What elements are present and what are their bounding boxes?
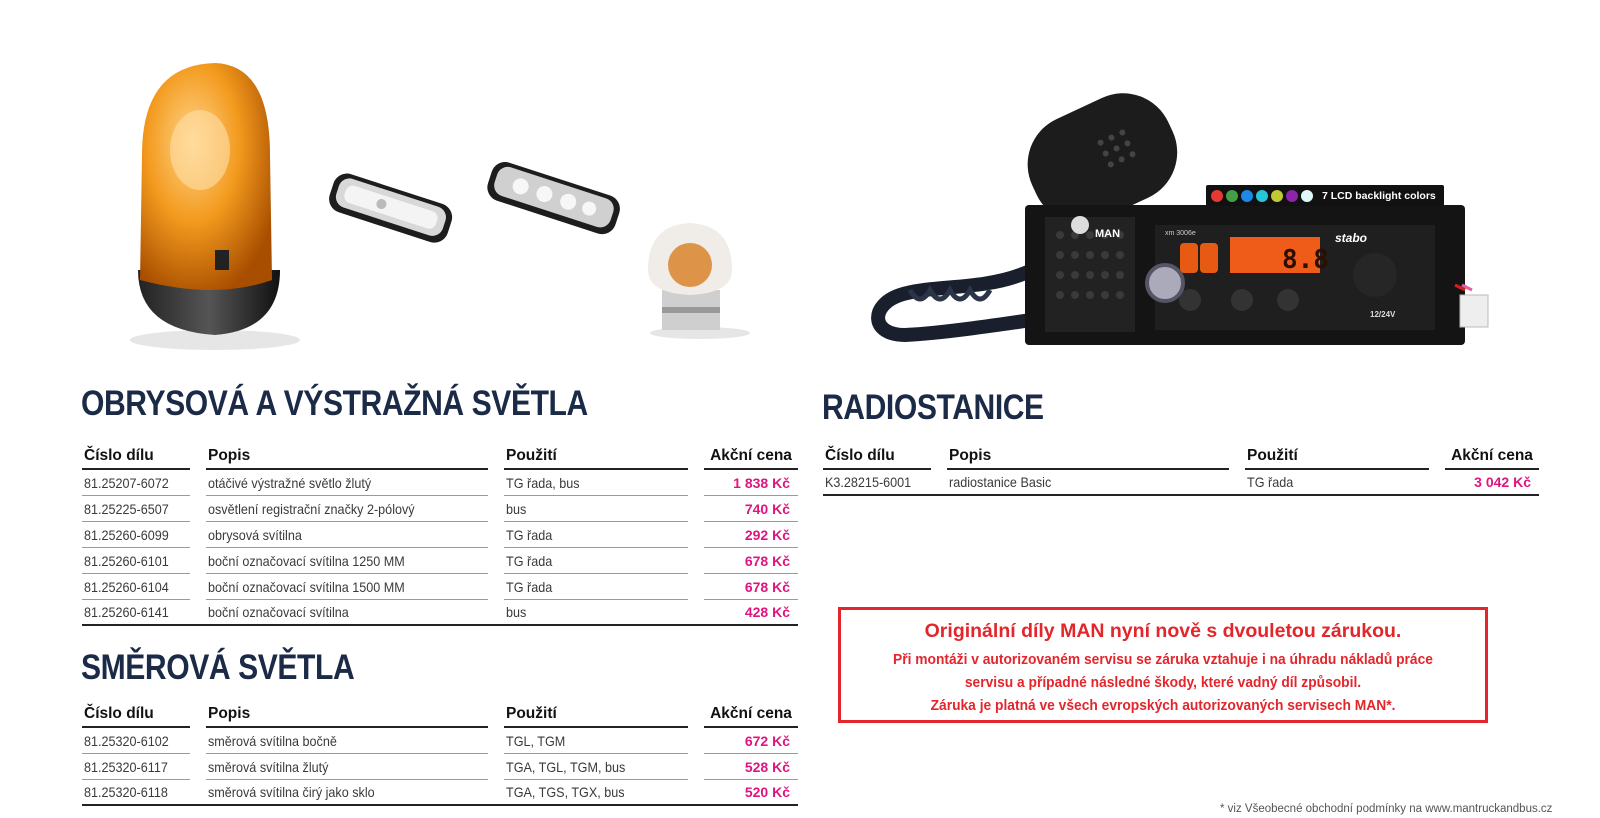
- cell-price: 1 838 Kč: [704, 470, 798, 496]
- column-gap: [488, 702, 504, 728]
- cell-text: TGA, TGS, TGX, bus: [506, 784, 625, 800]
- cell-use: [504, 548, 688, 574]
- cell-use: [504, 574, 688, 600]
- column-gap: [190, 574, 206, 600]
- column-gap: [931, 444, 947, 470]
- column-gap: [688, 470, 704, 496]
- lcd-digits-text: 8.8: [1282, 245, 1329, 275]
- backlight-color-dot: [1256, 190, 1268, 202]
- column-gap: [190, 600, 206, 626]
- column-header-use: Použití: [504, 702, 688, 728]
- cell-text: boční označovací svítilna 1500 MM: [208, 578, 405, 595]
- cell-desc: [206, 522, 488, 548]
- column-gap: [488, 444, 504, 470]
- column-gap: [1229, 444, 1245, 470]
- cell-text: radiostanice Basic: [949, 474, 1052, 490]
- table-header-row: [82, 444, 798, 470]
- column-gap: [688, 522, 704, 548]
- column-header-price: Akční cena: [1445, 444, 1539, 470]
- cell-price: 528 Kč: [704, 754, 798, 780]
- cell-text: osvětlení registrační značky 2-pólový: [208, 500, 415, 517]
- cell-text: 81.25320-6102: [84, 732, 169, 749]
- column-header-part: Číslo dílu: [82, 702, 190, 728]
- table-row: [82, 548, 798, 574]
- cell-text: bus: [506, 500, 527, 517]
- voltage-label-text: 12/24V: [1370, 310, 1396, 319]
- radio-parts-table: [823, 444, 1539, 496]
- table-row: [82, 780, 798, 806]
- column-gap: [688, 548, 704, 574]
- backlight-color-dot: [1286, 190, 1298, 202]
- cell-text: 81.25207-6072: [84, 474, 169, 491]
- cell-desc: [206, 496, 488, 522]
- cell-text: 81.25320-6118: [84, 784, 168, 800]
- column-gap: [190, 444, 206, 470]
- column-gap: [1229, 470, 1245, 496]
- column-gap: [688, 496, 704, 522]
- column-header-part: Číslo dílu: [823, 444, 931, 470]
- cell-text: 81.25225-6507: [84, 500, 169, 517]
- cell-text: TGA, TGL, TGM, bus: [506, 758, 626, 775]
- cell-desc: [206, 548, 488, 574]
- cell-use: [504, 470, 688, 496]
- column-header-part: Číslo dílu: [82, 444, 190, 470]
- turn-parts-table: [82, 702, 798, 806]
- cell-text: 81.25260-6101: [84, 552, 169, 569]
- lights-section-title: OBRYSOVÁ A VÝSTRAŽNÁ SVĚTLA: [81, 384, 588, 423]
- cell-use: [504, 754, 688, 780]
- cell-desc: [206, 470, 488, 496]
- marker-lamp-photo: [478, 150, 628, 250]
- backlight-color-dot: [1241, 190, 1253, 202]
- column-header-desc: Popis: [947, 444, 1229, 470]
- backlight-color-dot: [1211, 190, 1223, 202]
- cell-part: [82, 522, 190, 548]
- cell-part: [823, 470, 931, 496]
- column-gap: [488, 574, 504, 600]
- cell-price: 678 Kč: [704, 574, 798, 600]
- column-gap: [190, 548, 206, 574]
- lights-parts-table: [82, 444, 798, 626]
- column-header-price: Akční cena: [704, 444, 798, 470]
- cell-price: 672 Kč: [704, 728, 798, 754]
- column-gap: [688, 780, 704, 806]
- cell-price: 428 Kč: [704, 600, 798, 626]
- column-gap: [688, 728, 704, 754]
- cell-desc: [206, 754, 488, 780]
- stabo-logo-text: stabo: [1335, 231, 1368, 245]
- cell-text: TG řada: [506, 552, 553, 569]
- cell-text: bus: [506, 604, 527, 620]
- column-gap: [488, 600, 504, 626]
- table-row: [82, 754, 798, 780]
- cell-part: [82, 574, 190, 600]
- column-gap: [1429, 470, 1445, 496]
- column-gap: [488, 470, 504, 496]
- cell-text: K3.28215-6001: [825, 474, 912, 490]
- cell-text: 81.25320-6117: [84, 758, 168, 775]
- cell-use: [504, 600, 688, 626]
- cell-use: [504, 780, 688, 806]
- cell-price: 740 Kč: [704, 496, 798, 522]
- indicator-lamp-photo: [640, 215, 760, 340]
- column-gap: [488, 754, 504, 780]
- column-gap: [488, 548, 504, 574]
- cell-desc: [206, 574, 488, 600]
- table-header-row: [823, 444, 1539, 470]
- warranty-line-3: servisu a případné následné škody, které vadný díl způsobil.: [964, 674, 1362, 691]
- cell-price: 520 Kč: [704, 780, 798, 806]
- column-header-use: Použití: [504, 444, 688, 470]
- table-header-row: [82, 702, 798, 728]
- cell-desc: [206, 780, 488, 806]
- column-gap: [190, 728, 206, 754]
- table-row: [82, 522, 798, 548]
- rotating-beacon-photo: [120, 55, 300, 355]
- warranty-box: [838, 607, 1488, 723]
- column-gap: [190, 522, 206, 548]
- column-gap: [190, 780, 206, 806]
- cell-use: [504, 496, 688, 522]
- cb-radio-photo: [870, 85, 1490, 355]
- column-gap: [688, 574, 704, 600]
- cell-text: otáčivé výstražné světlo žlutý: [208, 474, 372, 491]
- column-gap: [931, 470, 947, 496]
- cell-text: směrová svítilna bočně: [208, 732, 337, 749]
- radio-section-title: RADIOSTANICE: [822, 388, 1044, 427]
- cell-text: směrová svítilna žlutý: [208, 758, 329, 775]
- column-gap: [190, 496, 206, 522]
- lcd-backlight-label: 7 LCD backlight colors: [1322, 189, 1436, 202]
- column-gap: [488, 728, 504, 754]
- warranty-line-2: Při montáži v autorizovaném servisu se záruka vztahuje i na úhradu nákladů práce: [893, 651, 1433, 668]
- column-gap: [488, 780, 504, 806]
- column-gap: [190, 754, 206, 780]
- backlight-color-dots: [1211, 190, 1313, 202]
- warranty-headline: Originální díly MAN nyní nově s dvouletou zárukou.: [924, 620, 1402, 642]
- cell-use: [504, 728, 688, 754]
- cell-text: 81.25260-6099: [84, 526, 169, 543]
- column-header-use: Použití: [1245, 444, 1429, 470]
- terms-footnote: * viz Všeobecné obchodní podmínky na www.mantruckandbus.cz: [1220, 803, 1553, 815]
- cell-use: [504, 522, 688, 548]
- license-plate-light-photo: [320, 160, 460, 260]
- table-row: [82, 574, 798, 600]
- cell-text: směrová svítilna čirý jako sklo: [208, 784, 375, 800]
- column-gap: [488, 522, 504, 548]
- cell-desc: [206, 728, 488, 754]
- cell-text: 81.25260-6104: [84, 578, 169, 595]
- cell-part: [82, 754, 190, 780]
- cell-part: [82, 470, 190, 496]
- column-gap: [488, 496, 504, 522]
- cell-use: [1245, 470, 1429, 496]
- backlight-color-dot: [1301, 190, 1313, 202]
- table-row: [82, 496, 798, 522]
- cell-text: TG řada: [506, 578, 553, 595]
- column-gap: [190, 702, 206, 728]
- cell-text: TG řada: [506, 526, 553, 543]
- cell-part: [82, 780, 190, 806]
- cell-text: TG řada: [1247, 474, 1294, 490]
- table-row: [82, 728, 798, 754]
- cell-part: [82, 496, 190, 522]
- column-header-desc: Popis: [206, 702, 488, 728]
- cell-price: 292 Kč: [704, 522, 798, 548]
- column-gap: [688, 702, 704, 728]
- cell-text: obrysová svítilna: [208, 526, 302, 543]
- cell-text: boční označovací svítilna: [208, 604, 349, 620]
- backlight-color-dot: [1226, 190, 1238, 202]
- backlight-color-dot: [1271, 190, 1283, 202]
- cell-text: TGL, TGM: [506, 732, 566, 749]
- cell-part: [82, 728, 190, 754]
- cell-text: TG řada, bus: [506, 474, 580, 491]
- column-gap: [688, 600, 704, 626]
- column-gap: [1429, 444, 1445, 470]
- lcd-backlight-strip: [1206, 185, 1444, 206]
- cell-desc: [947, 470, 1229, 496]
- cell-part: [82, 600, 190, 626]
- column-gap: [190, 470, 206, 496]
- column-header-desc: Popis: [206, 444, 488, 470]
- cell-price: 678 Kč: [704, 548, 798, 574]
- table-row: [82, 470, 798, 496]
- column-gap: [688, 444, 704, 470]
- warranty-line-4: Záruka je platná ve všech evropských autorizovaných servisech MAN*.: [930, 697, 1396, 714]
- model-label-text: xm 3006e: [1165, 230, 1196, 237]
- cell-text: boční označovací svítilna 1250 MM: [208, 552, 405, 569]
- turn-section-title: SMĚROVÁ SVĚTLA: [81, 648, 355, 687]
- table-row: [82, 600, 798, 626]
- cell-part: [82, 548, 190, 574]
- table-row: [823, 470, 1539, 496]
- cell-price: 3 042 Kč: [1445, 470, 1539, 496]
- cell-desc: [206, 600, 488, 626]
- cell-text: 81.25260-6141: [84, 604, 169, 620]
- column-header-price: Akční cena: [704, 702, 798, 728]
- man-logo-text: MAN: [1095, 228, 1121, 240]
- column-gap: [688, 754, 704, 780]
